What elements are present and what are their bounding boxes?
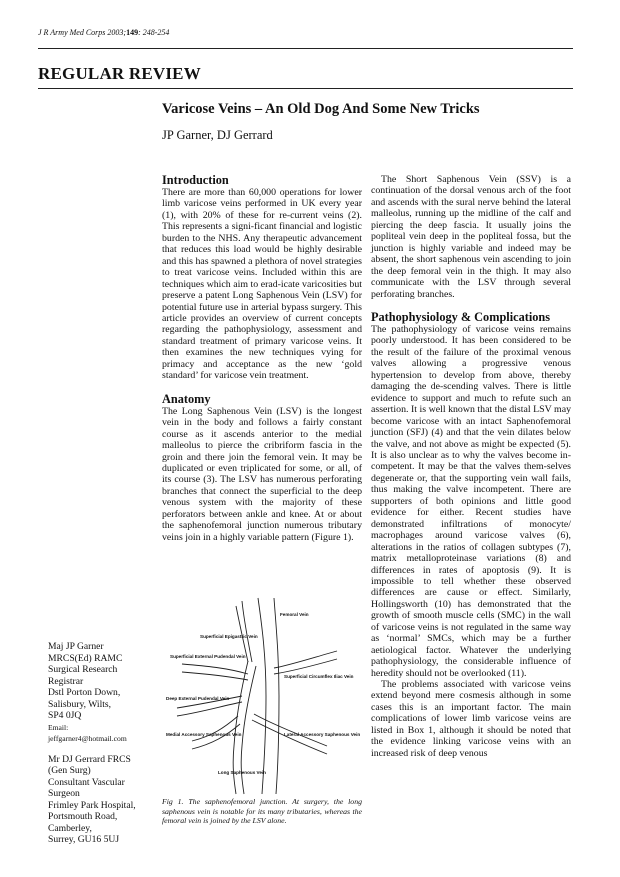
author1-line: Maj JP Garner xyxy=(48,641,104,652)
author2-block xyxy=(48,754,160,846)
author1-block xyxy=(48,641,160,745)
author2-line: Camberley, xyxy=(48,822,92,834)
label-superficial-epigastric: Superficial Epigastric Vein xyxy=(200,634,258,639)
intro-heading: Introduction xyxy=(162,173,229,187)
anatomy-paragraph: The Long Saphenous Vein (LSV) is the longest vein in the body and follows a fairly constant course as it ascends anterior to the medial malleolus to pierce the cribriform fascia in the groin and there join the femoral vein. It may be duplicated or even triplicated for some, or all, of its course (3). The LSV has numerous perforating branches that connect the superficial to the deep venous system with the majority of these perforators between ankle and knee. At or about the saphenofemoral junction numerous tributary veins join in a highly variable pattern (Figure 1). xyxy=(162,405,362,543)
author2-line: (Gen Surg) xyxy=(48,765,91,776)
author2-line: Consultant Vascular xyxy=(48,776,125,788)
section-title: REGULAR REVIEW xyxy=(38,64,201,83)
label-long-saphenous-vein: Long Saphenous Vein xyxy=(218,770,266,775)
section-rule xyxy=(38,88,573,89)
journal-name: J R Army Med Corps 2003; xyxy=(38,28,127,37)
left-column xyxy=(162,174,362,543)
label-deep-external-pudendal: Deep External Pudendal Vein xyxy=(166,696,230,701)
author-affiliations xyxy=(48,641,160,846)
journal-volume: 149 xyxy=(126,28,139,37)
ssv-paragraph: The Short Saphenous Vein (SSV) is a continuation of the dorsal venous arch of the foot and ascends with the sural nerve behind the lateral malleolus, running up the midline of the calf and piercing the deep fascia. It usually joins the popliteal vein deep in the popliteal fossa, but the junction is highly variable and indeed may be absent, the short saphenous vein ascending to join the deep femoral vein in the thigh. It may also communicate with the LSV through several perforating branches. xyxy=(371,174,571,300)
author1-line: SP4 0JQ xyxy=(48,710,82,721)
complications-paragraph: The problems associated with varicose veins extend beyond mere cosmesis although in some cases this is an important factor. The main complications of lower limb varicose veins are listed in Box 1, although it should be noted that the evidence linking varicose veins with an increased risk of deep venous xyxy=(371,679,571,759)
intro-paragraph: There are more than 60,000 operations for lower limb varicose veins performed in UK every year (1), with 20% of these for re-current veins (2). This represents a signi-ficant financial and logistic burden to the NHS. Any therapeutic advancement that reduces this load would be highly desirable and this has spawned a plethora of novel strategies to treat varicose veins. Included within this are techniques which aim to erad-icate varicosities but preserve a patent Long Saphenous Vein (LSV) for potential future use in arterial bypass surgery. This article provides an overview of current concepts regarding the pathophysiology, assessment and standard treatment of primary varicose veins. It then examines the new techniques vying for primacy and acceptance as the new ‘gold standard’ for varicose vein treatment. xyxy=(162,187,362,382)
author2-line: Frimley Park Hospital, xyxy=(48,799,136,811)
label-femoral-vein: Femoral Vein xyxy=(280,612,309,617)
author2-line: Surgeon xyxy=(48,788,80,799)
header-rule xyxy=(38,48,573,49)
author1-line: Registrar xyxy=(48,675,84,687)
vein-diagram xyxy=(162,596,362,796)
author1-line: Salisbury, Wilts, xyxy=(48,698,112,710)
figure-1-saphenofemoral-diagram xyxy=(162,596,362,796)
email-address[interactable]: jeffgarner4@hotmail.com xyxy=(48,734,127,743)
label-medial-accessory-saphenous: Medial Accessory Saphenous Vein xyxy=(166,732,242,737)
author2-line: Surrey, GU16 5UJ xyxy=(48,834,120,845)
author1-line: Dstl Porton Down, xyxy=(48,687,121,698)
author2-line: Mr DJ Gerrard FRCS xyxy=(48,753,131,765)
email-label: Email: xyxy=(48,722,69,732)
label-superficial-circumflex-iliac: Superficial Circumflex Iliac Vein xyxy=(284,674,354,679)
journal-pages: : 248-254 xyxy=(138,28,170,37)
label-superficial-external-pudendal: Superficial External Pudendal Vein xyxy=(170,654,246,659)
article-title: Varicose Veins – An Old Dog And Some New Tricks xyxy=(162,101,480,117)
journal-reference xyxy=(38,28,169,37)
right-column xyxy=(371,174,571,759)
author1-line: Surgical Research xyxy=(48,664,118,675)
author1-line: MRCS(Ed) RAMC xyxy=(48,652,123,664)
anatomy-heading: Anatomy xyxy=(162,391,211,406)
figure-caption: Fig 1. The saphenofemoral junction. At surgery, the long saphenous vein is notable for its many tributaries, whereas the femoral vein is joined by the LSV alone. xyxy=(162,797,362,825)
pathophysiology-heading: Pathophysiology & Complications xyxy=(371,309,551,324)
label-lateral-accessory-saphenous: Lateral Accessory Saphenous Vein xyxy=(284,732,361,737)
pathophysiology-paragraph: The pathophysiology of varicose veins remains poorly understood. It has been considered to be the result of the failure of the proximal venous valves allowing a progressive venous hypertension to develop from above, thereby damaging the de-scending valves. There is little evidence to support and much to refute such an assertion. It is well known that the distal LSV may become varicose with an intact Saphenofemoral junction (SFJ) (4) and that the vein dilates below the valve, and not above as might be expected (5). It is also unclear as to why the valves become in-competent. It may be that the valves them-selves degenerate or, that the supporting vein wall fails, thus making the valve incompetent. There are supporters of both opinions and little good evidence for either. Recent studies have demonstrated infiltrations of monocyte/ macrophages around varicose valves (6), alterations in the ratios of collagen subtypes (7), matrix metalloproteinase variations (8) and differences in rates of apoptosis (9). It is impossible to tell whether these observed differences are cause or effect. Similarly, Hollingsworth (10) has demonstrated that the growth of smooth muscle cells (SMC) in the wall of varicose veins is not regulated in the same way as ‘normal’ SMCs, which may be a further aetiological factor. Whatever the underlying pathophysiology, the considerable influence of heredity should not be overlooked (11). xyxy=(371,323,571,679)
author2-line: Portsmouth Road, xyxy=(48,811,118,822)
article-authors: JP Garner, DJ Gerrard xyxy=(162,128,273,142)
